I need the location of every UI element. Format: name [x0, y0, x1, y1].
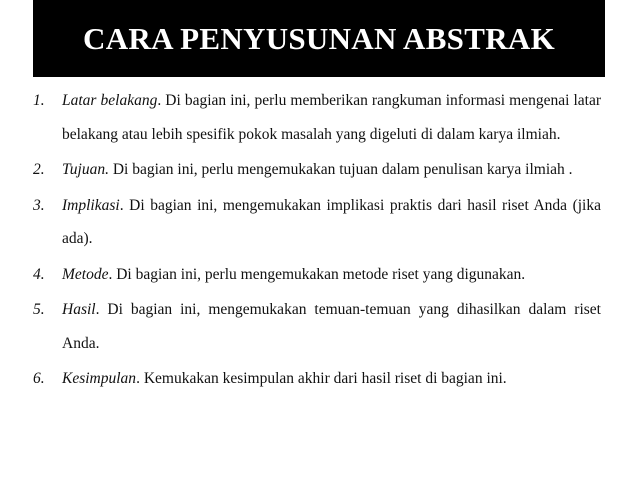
item-term: Tujuan. [62, 161, 109, 178]
item-term: Kesimpulan [62, 370, 137, 387]
item-term: Metode [62, 265, 109, 283]
item-text: Di bagian ini, mengemukakan temuan-temuan yang dihasilkan dalam riset Anda. [62, 301, 601, 352]
item-separator: . [136, 370, 140, 387]
item-number: 3. [33, 196, 45, 214]
item-text: Di bagian ini, perlu mengemukakan metode riset yang digunakan. [112, 265, 526, 283]
item-text: Di bagian ini, perlu memberikan rangkuman informasi mengenai latar belakang atau lebih spesifik pokok masalah yang digeluti di dalam karya ilmiah. [62, 92, 601, 143]
item-term: Implikasi [62, 196, 120, 214]
item-text: Di bagian ini, mengemukakan implikasi praktis dari hasil riset Anda (jika ada). [62, 196, 601, 247]
list-item [33, 189, 601, 256]
item-term: Latar belakang [62, 92, 158, 109]
item-number: 2. [33, 161, 45, 178]
item-number: 4. [33, 265, 45, 283]
item-text: Kemukakan kesimpulan akhir dari hasil riset di bagian ini. [139, 370, 507, 387]
item-number: 5. [33, 301, 45, 318]
list-item [33, 293, 601, 360]
item-number: 6. [33, 370, 45, 387]
item-text: Di bagian ini, perlu mengemukakan tujuan dalam penulisan karya ilmiah . [108, 161, 573, 178]
item-term: Hasil [62, 301, 96, 318]
item-separator: . [157, 92, 162, 109]
item-number: 1. [33, 92, 45, 109]
list-item [33, 362, 601, 396]
item-separator: . [108, 265, 113, 283]
page-title: CARA PENYUSUNAN ABSTRAK [83, 20, 555, 56]
list-item [33, 153, 601, 187]
item-separator: . [95, 301, 100, 318]
abstract-steps-list [33, 84, 601, 398]
list-item [33, 258, 601, 292]
list-item [33, 84, 601, 151]
title-banner [33, 0, 605, 77]
item-separator: . [119, 196, 124, 214]
